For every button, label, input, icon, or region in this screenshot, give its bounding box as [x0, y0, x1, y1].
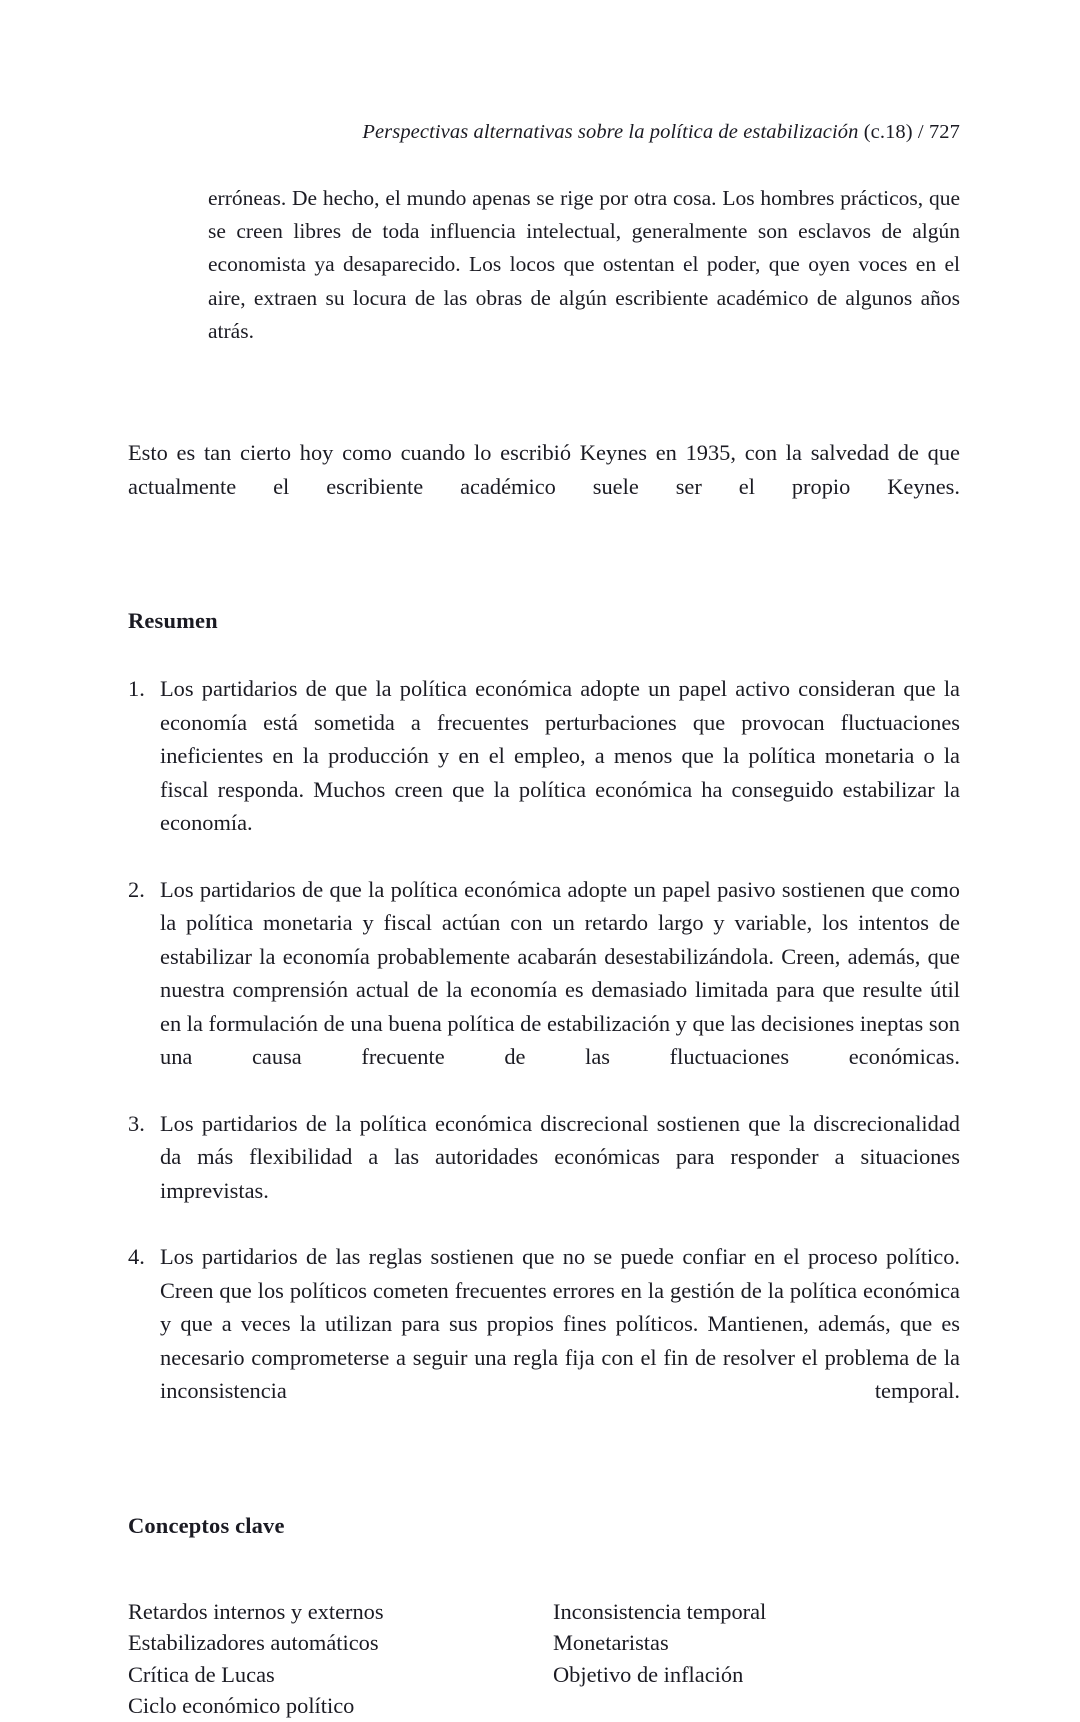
- list-item: Retardos internos y externos: [128, 1598, 384, 1624]
- list-item-text: Los partidarios de las reglas sostienen que no se puede confiar en el proceso político. Creen que los políticos cometen frecuentes errores en la gestión de la política económica y que a veces la utilizan para sus propios fines políticos. Mantienen, además, que es necesario comprometerse a seguir una regla fija con el fin de resolver el problema de la inconsistencia temporal.: [160, 1244, 960, 1403]
- list-item: Ciclo económico político: [128, 1693, 355, 1719]
- running-head: [128, 118, 960, 146]
- blockquote-keynes: erróneas. De hecho, el mundo apenas se rige por otra cosa. Los hombres prácticos, que se creen libres de toda influencia intelectual, generalmente son esclavos de algún economista ya desaparecido. Los locos que ostentan el poder, que oyen voces en el aire, extraen su locura de las obras de algún escribiente académico de algunos años atrás.: [208, 186, 960, 343]
- spacer: [128, 1541, 960, 1596]
- list-item-text: Los partidarios de que la política económica adopte un papel pasivo sostienen que como la política monetaria y fiscal actúan con un retardo largo y variable, los intentos de estabilizar la economía probablemente acabarán desestabilizándola. Creen, además, que nuestra comprensión actual de la economía es demasiado limitada para que resulte útil en la formulación de una buena política de estabilización y que las decisiones ineptas son una causa frecuente de las fluctuaciones económicas.: [160, 876, 960, 1069]
- spacer: [128, 636, 960, 672]
- list-item-number: 3.: [128, 1110, 145, 1136]
- summary-list-item: [128, 1240, 960, 1440]
- spacer: [128, 381, 960, 436]
- spacer: [128, 536, 960, 606]
- running-head-title: Perspectivas alternativas sobre la política de estabilización: [362, 121, 859, 143]
- key-concepts-column-right: [553, 1596, 766, 1691]
- list-item-number: 2.: [128, 876, 145, 902]
- paragraph-after-quote: Esto es tan cierto hoy como cuando lo escribió Keynes en 1935, con la salvedad de que actualmente el escribiente académico suele ser el propio Keynes.: [128, 440, 960, 499]
- list-item: Objetivo de inflación: [553, 1661, 744, 1687]
- key-concepts-list-right: [553, 1596, 766, 1691]
- page-body: [128, 182, 960, 1719]
- list-item-text: Los partidarios de la política económica discrecional sostienen que la discrecionalidad da más flexibilidad a las autoridades económicas para responder a situaciones imprevistas.: [160, 1110, 960, 1203]
- key-concepts-column-left: [128, 1596, 384, 1722]
- list-item: Inconsistencia temporal: [553, 1598, 767, 1624]
- list-item-text: Los partidarios de que la política económica adopte un papel activo consideran que la economía está sometida a frecuentes perturbaciones que provocan fluctuaciones ineficientes en la producción y en el empleo, a menos que la política monetaria o la fiscal responda. Muchos creen que la política económica ha conseguido estabilizar la economía.: [160, 676, 960, 836]
- list-item-number: 4.: [128, 1244, 145, 1270]
- running-head-reference: (c.18) / 727: [858, 121, 960, 143]
- list-item: Monetaristas: [553, 1630, 669, 1656]
- section-heading-resumen: Resumen: [128, 608, 218, 634]
- summary-list-item: [128, 1107, 960, 1241]
- spacer: [128, 1441, 960, 1511]
- section-heading-conceptos-clave: Conceptos clave: [128, 1512, 285, 1538]
- list-item: Crítica de Lucas: [128, 1661, 275, 1687]
- list-item-number: 1.: [128, 676, 145, 702]
- summary-list-item: [128, 672, 960, 872]
- summary-list-item: [128, 873, 960, 1107]
- summary-list: [128, 672, 960, 1440]
- list-item: Estabilizadores automáticos: [128, 1630, 379, 1656]
- key-concepts-list-left: [128, 1596, 384, 1722]
